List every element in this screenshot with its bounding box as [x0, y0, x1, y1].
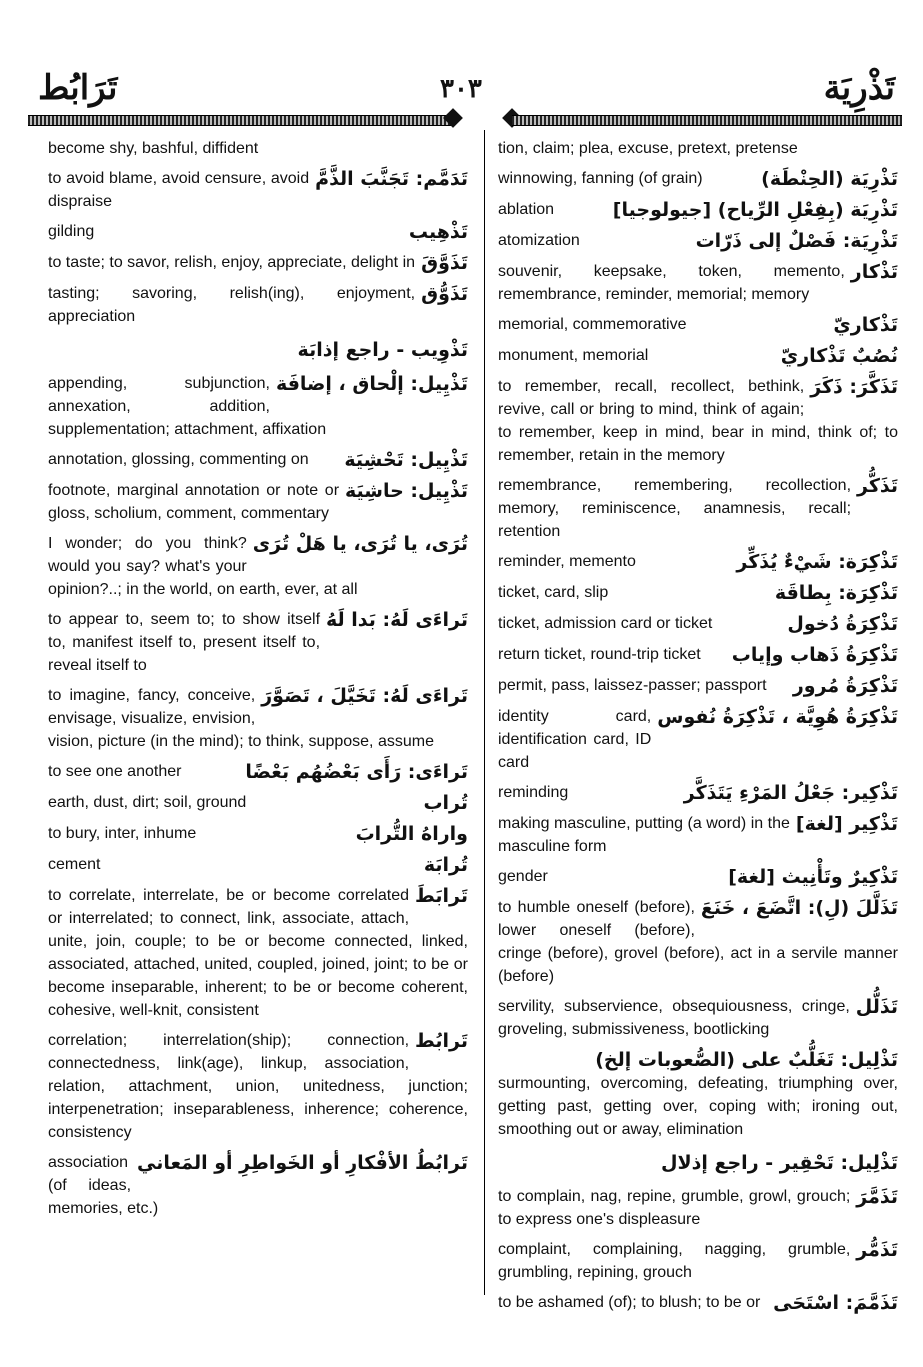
dictionary-entry — [498, 705, 898, 774]
dictionary-entry — [48, 220, 468, 244]
arabic-headword: تَذْكِير [لغة] — [795, 813, 898, 835]
page-number: ٣٠٣ — [440, 74, 482, 103]
arabic-headword: تَذْكِرَةُ هُوِيَّة ، تَذْكِرَةُ نُفوس — [657, 706, 898, 728]
dictionary-entry — [48, 1029, 468, 1144]
dictionary-entry — [48, 448, 468, 472]
arabic-headword: تَرابَطَ — [415, 885, 468, 907]
dictionary-entry — [498, 137, 898, 160]
dictionary-entry — [498, 550, 898, 574]
english-definition: annotation, glossing, commenting on — [48, 451, 309, 468]
english-definition: to correlate, interrelate, be or become correlated or interrelated; to connect, link, associate, attach, unite, join, couple; to be or become connected, linked, associated, attached, united, coupled, joined, joint; to be or become inseparable, inherent; to be or become coherent, cohesive, well-knit, consistent — [48, 887, 468, 1019]
arabic-headword: نُصُبٌ تَذْكاريّ — [780, 345, 898, 367]
dictionary-entry — [498, 581, 898, 605]
dictionary-entry — [48, 791, 468, 815]
arabic-headword: تَذْكاريّ — [833, 314, 898, 336]
english-definition: ablation — [498, 201, 555, 218]
arabic-headword: تَذْهِيب — [408, 221, 468, 243]
arabic-headword: تَذْيِيل: إلْحاق ، إضافَة — [275, 373, 468, 395]
dictionary-entry — [498, 344, 898, 368]
arabic-headword: تَذَكُّر — [857, 475, 898, 497]
arabic-headword: تَذَوُّق — [421, 283, 468, 305]
dictionary-entry — [48, 282, 468, 328]
dictionary-entry — [498, 167, 898, 191]
english-definition: correlation; interrelation(ship); connection, connectedness, link(age), linkup, association, relation, attachment, union, unitedness, junction; interpenetration; inseparableness, inherence; coherence, consistency — [48, 1032, 468, 1141]
english-definition: ticket, card, slip — [498, 584, 609, 601]
dictionary-entry — [498, 260, 898, 306]
left-column — [48, 137, 468, 1227]
english-definition: surmounting, overcoming, defeating, triumphing over, getting past, getting over, coping with; ironing out, smoothing out or away, elimination — [498, 1075, 898, 1138]
english-definition: winnowing, fanning (of grain) — [498, 170, 703, 187]
arabic-headword: تُرَى، يا تُرَى، يا هَلْ تُرَى — [252, 533, 468, 555]
dictionary-entry — [498, 995, 898, 1041]
dictionary-entry — [48, 372, 468, 441]
dictionary-entry — [498, 865, 898, 889]
header-left-word: تَرَابُط — [38, 70, 118, 107]
dictionary-entry — [498, 896, 898, 988]
dictionary-entry — [498, 1238, 898, 1284]
english-definition: to avoid blame, avoid censure, avoid dispraise — [48, 170, 310, 210]
dictionary-entry — [498, 612, 898, 636]
arabic-headword: تَذْكِرَةُ دُخول — [787, 613, 898, 635]
arabic-headword: تَرابُط — [415, 1030, 468, 1052]
arabic-headword: تَدَمَّم: تَجَنَّبَ الذَّمَّ — [315, 168, 468, 190]
dictionary-entry — [498, 198, 898, 222]
english-definition: to remember, recall, recollect, bethink, revive, call or bring to mind, think of again; to remember, keep in mind, bear in mind, think of; to remember, retain in the memory — [498, 378, 898, 464]
dictionary-entry — [48, 137, 468, 160]
dictionary-entry — [48, 335, 468, 365]
english-definition: tion, claim; plea, excuse, pretext, pretense — [498, 140, 798, 157]
english-definition: making masculine, putting (a word) in the masculine form — [498, 815, 790, 855]
arabic-headword: تَذْرِيَة: فَصْلٌ إلى ذَرّات — [695, 230, 898, 252]
dictionary-entry — [498, 474, 898, 543]
header-rule-right — [512, 115, 902, 126]
arabic-headword: تَذْكِرَةُ ذَهاب وإياب — [731, 644, 898, 666]
english-definition: appending, subjunction, annexation, addition, supplementation; attachment, affixation — [48, 375, 327, 438]
dictionary-entry — [48, 167, 468, 213]
english-definition: footnote, marginal annotation or note or gloss, scholium, comment, commentary — [48, 482, 340, 522]
dictionary-entry — [48, 532, 468, 601]
english-definition: atomization — [498, 232, 580, 249]
english-definition: to complain, nag, repine, grumble, growl, grouch; to express one's displeasure — [498, 1188, 851, 1228]
english-definition: become shy, bashful, diffident — [48, 140, 259, 157]
english-definition: souvenir, keepsake, token, memento, remembrance, reminder, memorial; memory — [498, 263, 845, 303]
arabic-headword: تَذْيِيل: حاشِيَة — [345, 480, 468, 502]
english-definition: tasting; savoring, relish(ing), enjoyment, appreciation — [48, 285, 416, 325]
dictionary-entry — [498, 229, 898, 253]
english-definition: memorial, commemorative — [498, 316, 687, 333]
dictionary-entry — [498, 375, 898, 467]
arabic-headword: تَذْكِير: جَعْلُ المَرْءِ يَتَذَكَّر — [683, 782, 898, 804]
arabic-headword: تَراءَى لَهُ: تَخَيَّلَ ، تَصَوَّرَ — [261, 685, 468, 707]
english-definition: ticket, admission card or ticket — [498, 615, 713, 632]
english-definition: to taste; to savor, relish, enjoy, appreciate, delight in — [48, 254, 416, 271]
english-definition: reminding — [498, 784, 569, 801]
dictionary-entry — [48, 760, 468, 784]
english-definition: earth, dust, dirt; soil, ground — [48, 794, 247, 811]
arabic-headword: تَذْيِيل: تَحْشِيَة — [344, 449, 468, 471]
arabic-headword: تُراب — [423, 792, 468, 814]
english-definition: identity card, identification card, ID card — [498, 708, 652, 771]
arabic-headword: تَراءَى: رَأَى بَعْضُهُم بَعْضًا — [245, 761, 468, 783]
english-definition: return ticket, round-trip ticket — [498, 646, 701, 663]
english-definition: gilding — [48, 223, 95, 240]
dictionary-entry — [48, 822, 468, 846]
header-right-word: تَذْرِيَة — [823, 70, 895, 107]
arabic-headword: تَذَوَّقَ — [421, 252, 468, 274]
arabic-headword: تَذَمُّر — [856, 1239, 898, 1261]
dictionary-entry — [498, 643, 898, 667]
right-column — [498, 137, 898, 1322]
arabic-headword: تَذْكِرَة: شَيْءٌ يُذَكِّر — [736, 551, 898, 573]
english-definition: I wonder; do you think? would you say? what's your opinion?..; in the world, on earth, ever, at all — [48, 535, 358, 598]
dictionary-entry — [498, 1185, 898, 1231]
english-definition: to appear to, seem to; to show itself to, manifest itself to, present itself to, reveal itself to — [48, 611, 321, 674]
english-definition: to bury, inter, inhume — [48, 825, 197, 842]
arabic-headword: تَرابُطُ الأفْكارِ أو الخَواطِرِ أو المَعاني — [137, 1152, 468, 1174]
english-definition: complaint, complaining, nagging, grumble, grumbling, repining, grouch — [498, 1241, 851, 1281]
english-definition: association (of ideas, memories, etc.) — [48, 1154, 159, 1217]
arabic-headword: تَذْرِيَة (الحِنْطَة) — [761, 168, 898, 190]
dictionary-entry — [48, 479, 468, 525]
english-definition: cement — [48, 856, 101, 873]
arabic-headword: تَذْوِيب - راجع إذابَة — [297, 339, 468, 361]
dictionary-entry — [498, 674, 898, 698]
english-definition: to be ashamed (of); to blush; to be or — [498, 1294, 761, 1311]
dictionary-entry — [48, 608, 468, 677]
arabic-headword: تَذَلُّل — [855, 996, 898, 1018]
arabic-headword: واراهُ التُّرابَ — [355, 823, 468, 845]
arabic-headword: تَذْكِرَةُ مُرور — [792, 675, 898, 697]
header-rule-left — [28, 115, 453, 126]
arabic-headword: تُرابَة — [423, 854, 468, 876]
arabic-headword: تَذْرِيَة (بِفِعْلِ الرِّياح) [جيولوجيا] — [612, 199, 898, 221]
english-definition: remembrance, remembering, recollection, memory, reminiscence, anamnesis, recall; retention — [498, 477, 852, 540]
arabic-headword: تَذْكِرَة: بِطاقَة — [774, 582, 898, 604]
dictionary-entry — [48, 853, 468, 877]
dictionary-entry — [48, 884, 468, 1022]
arabic-headword: تَذْكار — [850, 261, 898, 283]
arabic-headword: تَذْلِيل: تَغَلُّبٌ على (الصُّعوبات إلخ) — [595, 1049, 898, 1071]
column-divider — [484, 130, 485, 1295]
dictionary-entry — [498, 1048, 898, 1141]
arabic-headword: تَذَمَّمَ: اسْتَحَى — [773, 1292, 898, 1314]
english-definition: monument, memorial — [498, 347, 649, 364]
english-definition: to see one another — [48, 763, 182, 780]
dictionary-entry — [498, 812, 898, 858]
english-definition: reminder, memento — [498, 553, 636, 570]
arabic-headword: تَذَمَّرَ — [856, 1186, 898, 1208]
arabic-headword: تَذْلِيل: تَحْقِير - راجع إذلال — [661, 1152, 898, 1174]
dictionary-entry — [498, 1148, 898, 1178]
dictionary-entry — [498, 313, 898, 337]
dictionary-entry — [498, 781, 898, 805]
english-definition: to imagine, fancy, conceive, envisage, visualize, envision, vision, picture (in the mind); to think, suppose, assume — [48, 687, 434, 750]
arabic-headword: تَذَلَّلَ (لِ): اتَّضَعَ ، خَنَعَ — [700, 897, 898, 919]
dictionary-entry — [498, 1291, 898, 1315]
arabic-headword: تَذْكِيرٌ وتَأْنِيث [لغة] — [728, 866, 898, 888]
english-definition: servility, subservience, obsequiousness, cringe, groveling, submissiveness, bootlicking — [498, 998, 850, 1038]
dictionary-entry — [48, 684, 468, 753]
dictionary-entry — [48, 1151, 468, 1220]
arabic-headword: تَذَكَّرَ: ذَكَرَ — [810, 376, 898, 398]
dictionary-entry — [48, 251, 468, 275]
english-definition: to humble oneself (before), lower oneself (before), cringe (before), grovel (before), act in a servile manner (before) — [498, 899, 898, 985]
arabic-headword: تَراءَى لَهُ: بَدا لَهُ — [326, 609, 468, 631]
english-definition: gender — [498, 868, 548, 885]
english-definition: permit, pass, laissez-passer; passport — [498, 677, 767, 694]
